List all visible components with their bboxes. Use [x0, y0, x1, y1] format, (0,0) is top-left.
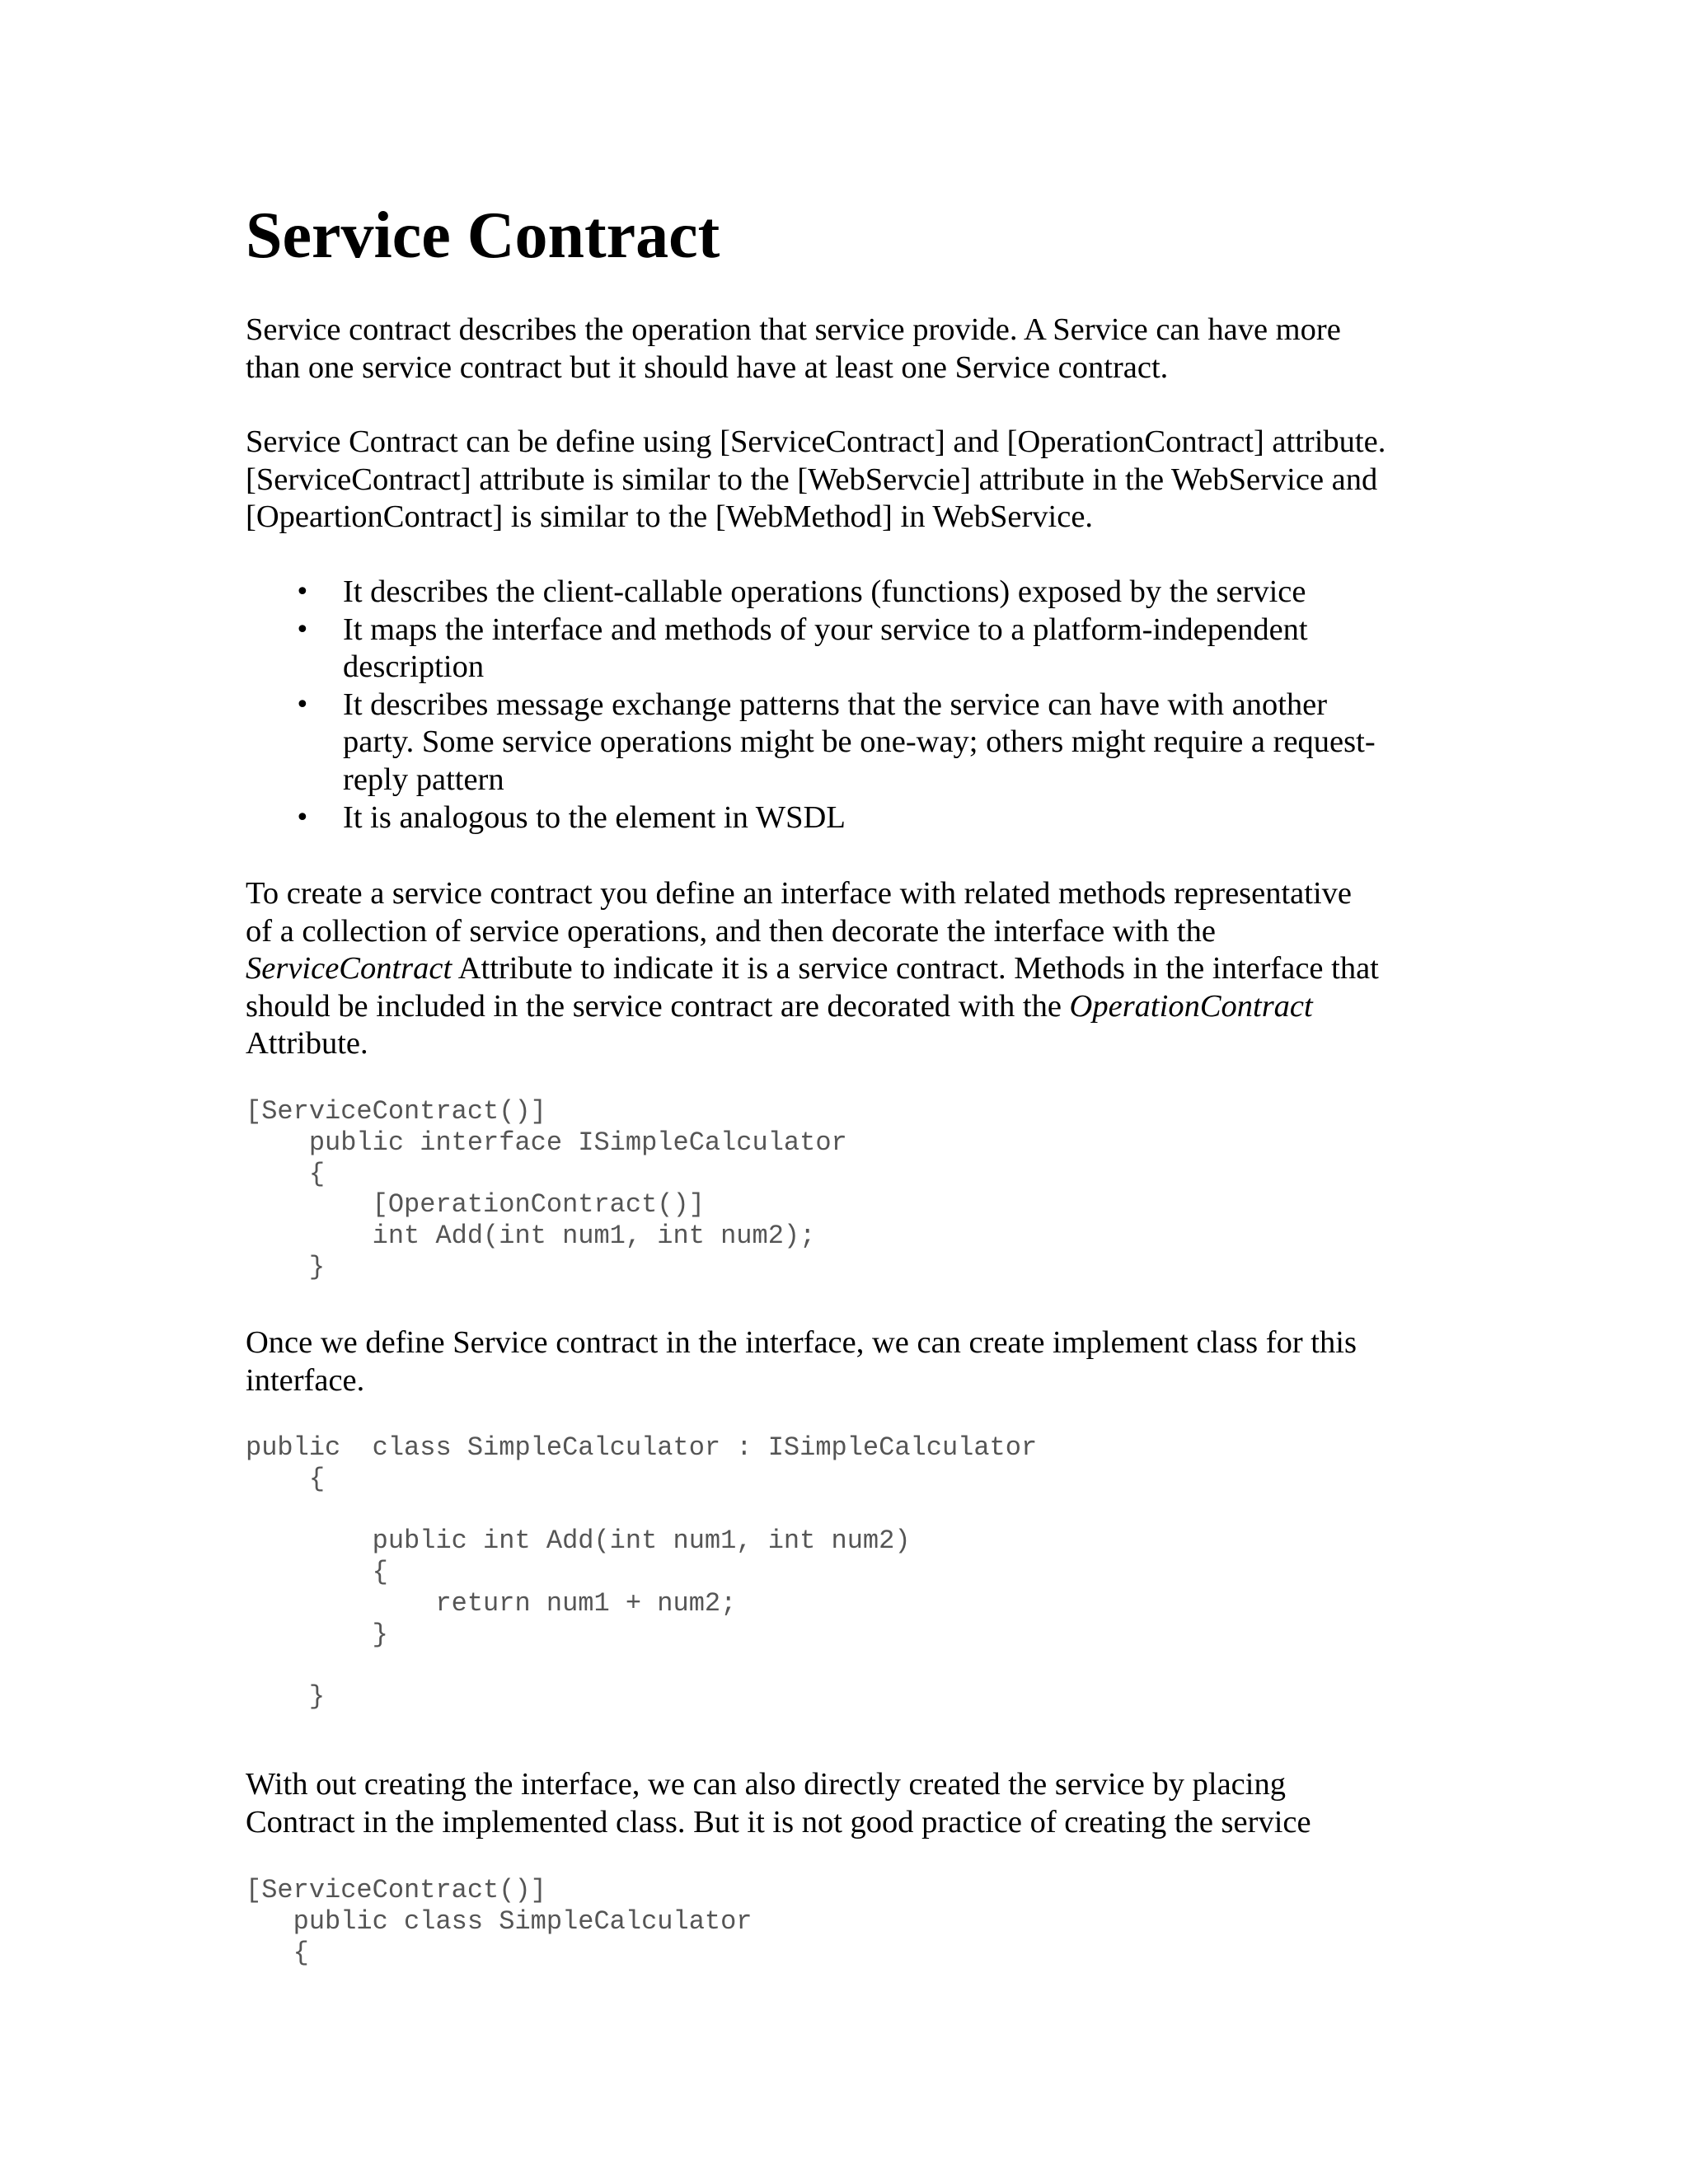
text-line: With out creating the interface, we can also directly created the service by placing — [246, 1767, 1286, 1802]
code-line: return num1 + num2; — [246, 1587, 737, 1619]
code-line: } — [246, 1619, 388, 1650]
attribute-paragraph — [246, 424, 1449, 537]
text-line — [246, 950, 1449, 988]
text-line: than one service contract but it should have at least one Service contract. — [246, 349, 1169, 385]
bullet-icon: • — [295, 803, 310, 832]
text-line: It is analogous to the element in WSDL — [343, 799, 846, 835]
text-line: description — [343, 649, 485, 685]
code-line: [OperationContract()] — [246, 1189, 705, 1221]
code-line: int Add(int num1, int num2); — [246, 1221, 816, 1252]
text-fragment: Attribute to indicate it is a service contract. Methods in the interface that — [452, 951, 1379, 987]
code-line: [ServiceContract()] — [246, 1096, 546, 1127]
code-block-class — [246, 1432, 1037, 1713]
text-line: party. Some service operations might be one-way; others might require a request- — [343, 724, 1376, 760]
italic-term: ServiceContract — [246, 951, 452, 987]
code-line: } — [246, 1251, 326, 1282]
code-line: public interface ISimpleCalculator — [246, 1127, 847, 1158]
code-line: } — [246, 1681, 326, 1713]
text-line: reply pattern — [343, 762, 504, 797]
text-line: It maps the interface and methods of your service to a platform-independent — [343, 612, 1308, 647]
text-line: To create a service contract you define an interface with related methods representative — [246, 876, 1352, 911]
code-block-interface — [246, 1096, 847, 1283]
text-line: It describes message exchange patterns that the service can have with another — [343, 687, 1328, 722]
text-line: Service Contract can be define using [ServiceContract] and [OperationContract] attribute. — [246, 424, 1386, 459]
code-line: { — [246, 1937, 309, 1968]
text-line: Service contract describes the operation that service provide. A Service can have more — [246, 312, 1341, 347]
text-line: Once we define Service contract in the interface, we can create implement class for this — [246, 1325, 1357, 1360]
code-line: [ServiceContract()] — [246, 1875, 546, 1905]
text-line: interface. — [246, 1362, 365, 1398]
text-line: It describes the client-callable operations (functions) exposed by the service — [343, 574, 1306, 609]
bullet-icon: • — [295, 578, 310, 607]
code-line: { — [246, 1158, 326, 1189]
code-line: { — [246, 1557, 388, 1588]
code-line: public class SimpleCalculator — [246, 1905, 753, 1937]
implementation-paragraph — [246, 1324, 1449, 1399]
text-line: Contract in the implemented class. But it is not good practice of creating the service — [246, 1804, 1311, 1840]
code-line — [246, 1495, 1037, 1526]
text-line: [ServiceContract] attribute is similar to the [WebServcie] attribute in the WebService and — [246, 462, 1378, 497]
code-block-direct — [246, 1875, 753, 1968]
text-line: [OpeartionContract] is similar to the [WebMethod] in WebService. — [246, 499, 1094, 535]
bullet-icon: • — [295, 615, 310, 644]
text-line: Attribute. — [246, 1026, 368, 1062]
page-title: Service Contract — [246, 199, 720, 272]
text-line: of a collection of service operations, and then decorate the interface with the — [246, 913, 1216, 949]
italic-term: OperationContract — [1069, 988, 1313, 1024]
intro-paragraph — [246, 312, 1449, 387]
bullet-icon: • — [295, 690, 310, 719]
text-fragment: should be included in the service contract are decorated with the — [246, 988, 1070, 1024]
code-line: { — [246, 1463, 326, 1494]
text-line — [246, 988, 1449, 1026]
code-line: public class SimpleCalculator : ISimpleCalculator — [246, 1432, 1038, 1463]
direct-contract-paragraph — [246, 1766, 1449, 1841]
code-line: public int Add(int num1, int num2) — [246, 1526, 911, 1557]
code-line — [246, 1651, 1037, 1682]
interface-paragraph — [246, 875, 1449, 1063]
